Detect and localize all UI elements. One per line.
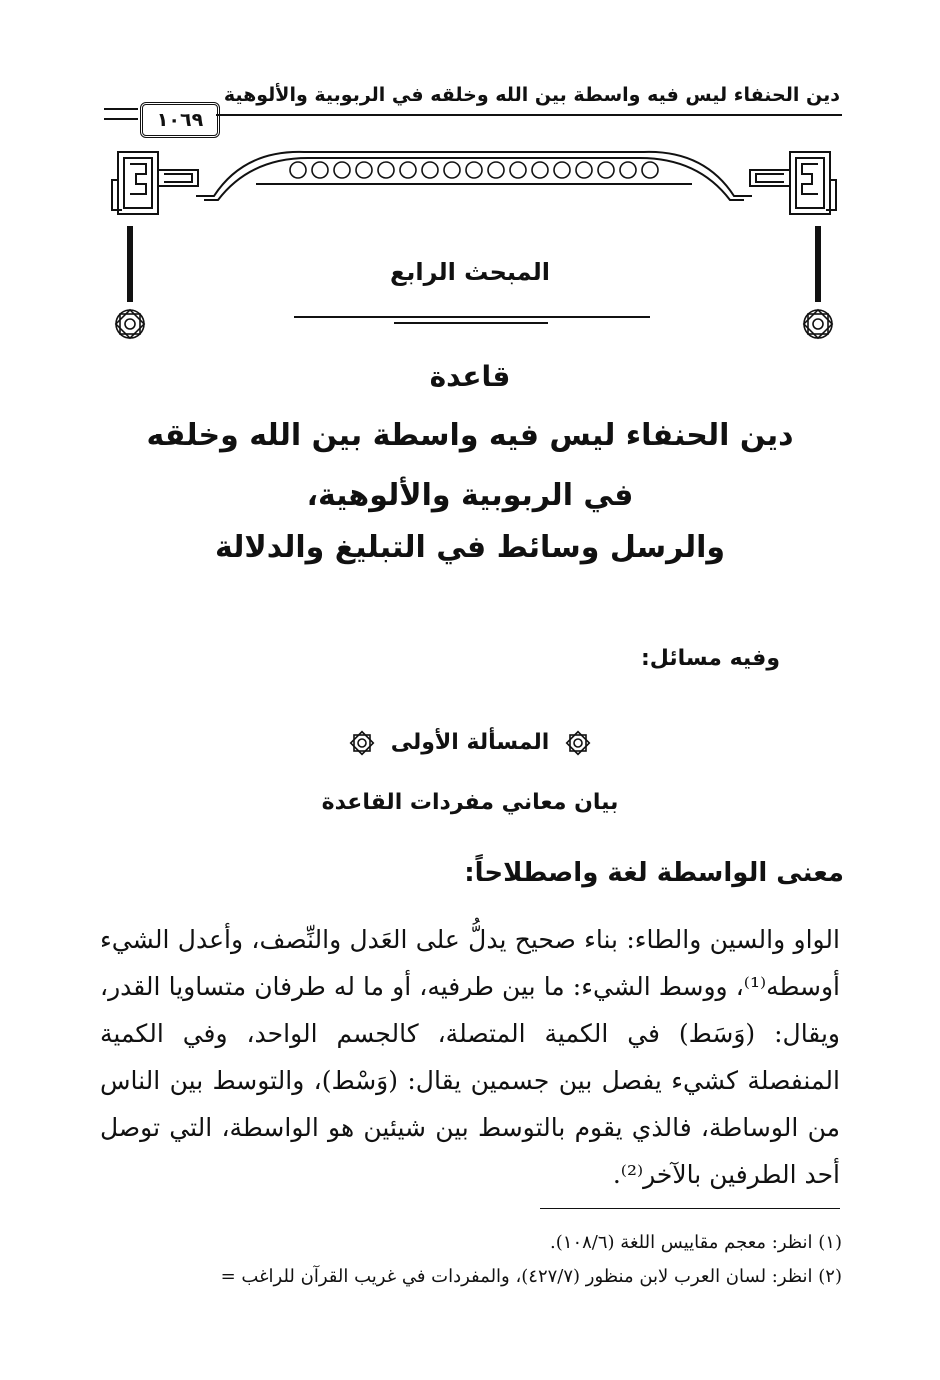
right-knot-icon bbox=[750, 152, 836, 214]
star-ornament-icon bbox=[349, 730, 375, 756]
header-rule bbox=[216, 114, 842, 116]
body-paragraph: الواو والسين والطاء: بناء صحيح يدلُّ على العَدل والنِّصف، وأعدل الشيء أوسطه⁽¹⁾، ووسط الشيء: ما بين طرفيه، أو ما له طرفان متساويا القدر، ويقال: (وَسَط) في الكمية المتصلة، كالجسم الواحد، وفي الكمية المنفصلة كشيء يفصل بين جسمين يقال: (وَسْط)، والتوسط بين الناس من الوساطة، فالذي يقوم بالتوسط بين شيئين هو الواسطة، التي توصل أحد الطرفين بالآخر⁽²⁾. bbox=[100, 925, 840, 1189]
section-underline-long bbox=[294, 316, 650, 318]
title-line-3: في الربوبية والألوهية، bbox=[306, 478, 634, 513]
title-line-1: قاعدة bbox=[429, 360, 511, 393]
running-title: دين الحنفاء ليس فيه واسطة بين الله وخلقه في الربوبية والألوهية bbox=[223, 84, 840, 106]
left-rosette-icon bbox=[116, 310, 144, 338]
footnote-1: (١) انظر: معجم مقاييس اللغة (١٠٨/٦). bbox=[550, 1232, 842, 1253]
page-number: ١٠٦٩ bbox=[140, 102, 220, 138]
question-subtitle: بيان معاني مفردات القاعدة bbox=[321, 790, 619, 815]
section-heading: المبحث الرابع bbox=[390, 258, 550, 286]
title-line-4: والرسل وسائط في التبليغ والدلالة bbox=[214, 530, 726, 565]
star-ornament-icon bbox=[565, 730, 591, 756]
question-title-text: المسألة الأولى bbox=[390, 730, 550, 755]
subheading: معنى الواسطة لغة واصطلاحاً: bbox=[464, 858, 844, 888]
footnote-2: (٢) انظر: لسان العرب لابن منظور (٤٢٧/٧)، والمفردات في غريب القرآن للراغب = bbox=[220, 1266, 842, 1287]
left-knot-icon bbox=[112, 152, 198, 214]
intro-text: وفيه مسائل: bbox=[640, 646, 780, 671]
page-number-dash-left bbox=[104, 108, 138, 120]
left-pillar bbox=[127, 226, 133, 302]
right-pillar bbox=[815, 226, 821, 302]
arch-frame bbox=[196, 152, 752, 200]
footnote-rule bbox=[540, 1208, 840, 1209]
right-rosette-icon bbox=[804, 310, 832, 338]
question-title bbox=[0, 730, 940, 756]
section-underline-short bbox=[394, 322, 548, 324]
decorative-frame-ornament bbox=[104, 140, 844, 350]
rosette-chain bbox=[290, 162, 658, 178]
title-line-2: دين الحنفاء ليس فيه واسطة بين الله وخلقه bbox=[146, 418, 794, 453]
